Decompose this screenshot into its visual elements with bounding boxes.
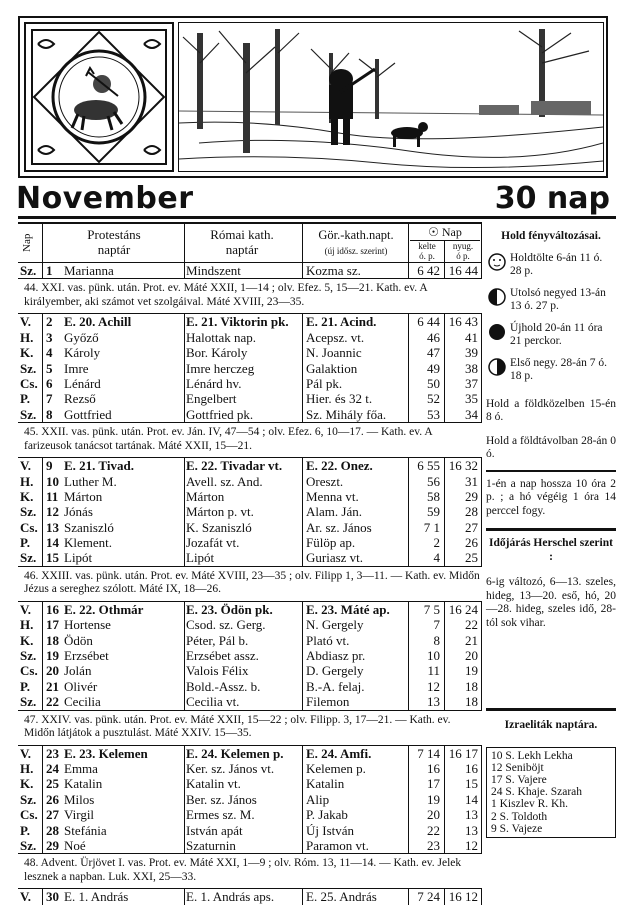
- sunset-time: 31: [465, 473, 478, 489]
- sunrise-time: 7 14: [417, 745, 440, 761]
- roman-name: Péter, Pál b.: [186, 632, 249, 648]
- moon-phase-new: Újhold 20-án 11 óra 21 perckor.: [486, 322, 616, 349]
- jewish-calendar-title: Izraeliták naptára.: [504, 719, 598, 731]
- sunrise-time: 10: [427, 648, 440, 664]
- roman-name: Ker. sz. János vt.: [186, 760, 275, 776]
- sunset-time: 29: [465, 488, 478, 504]
- table-row: [18, 776, 482, 791]
- greek-name: Guriasz vt.: [306, 550, 364, 566]
- roman-name: Márton p. vt.: [186, 504, 254, 520]
- sunset-time: 12: [465, 837, 478, 853]
- sunrise-time: 56: [427, 473, 440, 489]
- sunset-time: 13: [465, 807, 478, 823]
- roman-name: Imre herczeg: [186, 360, 255, 376]
- protestant-name: 16 E. 22. Othmár: [46, 601, 144, 617]
- sunset-time: 18: [465, 678, 478, 694]
- sunset-time: 16: [465, 760, 478, 776]
- sunset-time: 13: [465, 822, 478, 838]
- protestant-name: 19 Erzsébet: [46, 648, 109, 664]
- greek-name: Alip: [306, 791, 330, 807]
- sunset-time: 16 12: [448, 889, 478, 905]
- day-of-week: Sz.: [20, 360, 37, 376]
- jewish-calendar-entry: 2 S. Toldoth: [491, 810, 548, 823]
- sunset-time: 15: [465, 776, 478, 792]
- day-number: 25: [46, 776, 59, 792]
- header-greek: Gör.-kath.napt. (új idősz. szerint): [318, 228, 394, 256]
- greek-name: Fülöp ap.: [306, 535, 356, 551]
- day-number: 17: [46, 617, 59, 633]
- jewish-calendar-entry: 24 S. Khaje. Szarah: [491, 786, 583, 799]
- greek-name: N. Gergely: [306, 617, 364, 633]
- protestant-name: 25 Katalin: [46, 776, 103, 792]
- week-block-0: [18, 263, 482, 279]
- sunrise-time: 7: [433, 617, 440, 633]
- protestant-name: 7 Rezső: [46, 391, 96, 407]
- day-of-week: K.: [20, 776, 34, 792]
- greek-name: P. Jakab: [306, 807, 348, 823]
- day-of-week: K.: [20, 345, 34, 361]
- roman-name: Bold.-Assz. b.: [186, 678, 261, 694]
- sunrise-time: 53: [427, 406, 440, 422]
- day-number: 8: [46, 406, 53, 422]
- moon-phase-first-quarter: Első negy. 28-án 7 ó. 18 p.: [486, 357, 616, 384]
- greek-name: Paramon vt.: [306, 837, 369, 853]
- roman-name: Halottak nap.: [186, 329, 257, 345]
- protestant-name: 13 Szaniszló: [46, 519, 114, 535]
- week-block-2: [18, 458, 482, 567]
- header-sun: ☉ Nap: [410, 225, 480, 241]
- sunrise-time: 4: [433, 550, 440, 566]
- table-row: [18, 694, 482, 709]
- sunset-time: 16 17: [448, 745, 478, 761]
- table-row: [18, 823, 482, 838]
- day-of-week: Sz.: [20, 648, 37, 664]
- sunset-time: 35: [465, 391, 478, 407]
- table-row: [18, 550, 482, 565]
- day-of-week: P.: [20, 391, 30, 407]
- day-of-week: K.: [20, 488, 34, 504]
- table-row: [18, 361, 482, 376]
- greek-name: Alam. Ján.: [306, 504, 362, 520]
- protestant-name: 14 Klement.: [46, 535, 113, 551]
- day-of-week: Cs.: [20, 519, 38, 535]
- sunrise-time: 7 5: [423, 601, 440, 617]
- sunset-time: 14: [465, 791, 478, 807]
- day-of-week: V.: [20, 601, 31, 617]
- day-of-week: H.: [20, 473, 34, 489]
- greek-name: Hier. és 32 t.: [306, 391, 373, 407]
- greek-name: Acepsz. vt.: [306, 329, 365, 345]
- day-number: 10: [46, 473, 59, 489]
- table-row: [18, 345, 482, 360]
- greek-name: Menna vt.: [306, 488, 359, 504]
- protestant-name: 29 Noé: [46, 837, 86, 853]
- day-of-week: H.: [20, 329, 34, 345]
- calendar-table: [18, 222, 482, 905]
- day-of-week: K.: [20, 632, 34, 648]
- greek-name: D. Gergely: [306, 663, 364, 679]
- greek-name: E. 24. Amfi.: [306, 745, 372, 761]
- weather-text: 6-ig változó, 6—13. szeles, hideg, 13—20. eső, hó, 20—28. hideg, szeles idő, 28-tól sok vihar.: [486, 576, 616, 629]
- protestant-name: 21 Olivér: [46, 678, 98, 694]
- day-of-week: P.: [20, 822, 30, 838]
- sunrise-time: 46: [427, 329, 440, 345]
- day-of-week: Cs.: [20, 375, 38, 391]
- greek-name: Kelemen p.: [306, 760, 366, 776]
- day-number: 28: [46, 822, 59, 838]
- greek-name: Plató vt.: [306, 632, 350, 648]
- day-of-week: Sz.: [20, 837, 37, 853]
- table-header: [18, 222, 482, 263]
- sunset-time: 41: [465, 329, 478, 345]
- greek-name: E. 25. András: [306, 889, 377, 905]
- day-length-note: 1-én a nap hossza 10 óra 2 p. ; a hó végéig 1 óra 14 perccel fogy.: [486, 477, 616, 517]
- sunset-time: 20: [465, 648, 478, 664]
- roman-name: Erzsébet assz.: [186, 648, 259, 664]
- protestant-name: 5 Imre: [46, 360, 89, 376]
- day-number: 29: [46, 837, 59, 853]
- day-of-week: V.: [20, 314, 31, 330]
- table-row: [18, 376, 482, 391]
- header-rise: kelte ó. p.: [418, 241, 436, 261]
- roman-name: Márton: [186, 488, 225, 504]
- protestant-name: 12 Jónás: [46, 504, 93, 520]
- day-number: 11: [46, 488, 59, 504]
- table-row: [18, 617, 482, 632]
- day-number: 18: [46, 632, 59, 648]
- sunday-note-1: 44. XXI. vas. pünk. után. Prot. ev. Máté XXII, 1—14 ; olv. Efez. 5, 15—21. Kath. ev. A királyember, aki számot vet szolgáival. Máté XVIII, 23—35.: [18, 279, 482, 314]
- jewish-calendar-list: [486, 747, 616, 838]
- day-number: 2: [46, 314, 53, 330]
- protestant-name: 11 Márton: [46, 488, 103, 504]
- protestant-name: 1 Marianna: [46, 263, 114, 278]
- sunset-time: 27: [465, 519, 478, 535]
- moon-apogee: Hold a földtávolban 28-án 0 ó.: [486, 434, 616, 460]
- sunday-note-3: 46. XXIII. vas. pünk. után. Prot. ev. Máté XVIII, 23—35 ; olv. Filipp 1, 3—11. — Kath. ev. Midőn Jézus a sereghez szólott. Máté IX, 18—26.: [18, 567, 482, 602]
- table-row: [18, 838, 482, 853]
- greek-name: Katalin: [306, 776, 345, 792]
- table-row: [18, 535, 482, 550]
- day-number: 4: [46, 345, 53, 361]
- sunday-note-4: 47. XXIV. vas. pünk. után. Prot. ev. Máté XXII, 15—22 ; olv. Filipp. 3, 17—21. — Kath. ev. Midőn látjátok a pusztulást. Máté XXIV. 15—35.: [18, 711, 482, 746]
- day-number: 9: [46, 458, 53, 474]
- side-panel: [486, 230, 616, 838]
- roman-name: István apát: [186, 822, 243, 838]
- table-row: [18, 458, 482, 473]
- sunset-time: 38: [465, 360, 478, 376]
- full-moon-icon: [488, 253, 506, 271]
- weather-title: Időjárás Herschel szerint :: [489, 537, 613, 563]
- moon-phases-title: Hold fényváltozásai.: [501, 230, 601, 242]
- protestant-name: 28 Stefánia: [46, 822, 107, 838]
- month-title: November: [16, 181, 194, 216]
- sunset-time: 16 32: [448, 458, 478, 474]
- day-number: 22: [46, 694, 59, 710]
- moon-phase-full: Holdtölte 6-án 11 ó. 28 p.: [486, 252, 616, 279]
- sunrise-time: 13: [427, 694, 440, 710]
- day-of-week: V.: [20, 889, 31, 905]
- protestant-name: 8 Gottfried: [46, 406, 112, 422]
- protestant-name: 9 E. 21. Tivad.: [46, 458, 134, 474]
- sunrise-time: 50: [427, 375, 440, 391]
- table-row: [18, 602, 482, 617]
- table-row: [18, 807, 482, 822]
- jewish-calendar-entry: 9 S. Vajeze: [491, 822, 543, 835]
- sunset-time: 39: [465, 345, 478, 361]
- zodiac-sagittarius-medallion: [24, 22, 174, 172]
- protestant-name: 4 Károly: [46, 345, 101, 361]
- roman-name: E. 23. Ödön pk.: [186, 601, 273, 617]
- hunting-scene-illustration: [178, 22, 604, 172]
- protestant-name: 10 Luther M.: [46, 473, 117, 489]
- sunrise-time: 19: [427, 791, 440, 807]
- sunrise-time: 23: [427, 837, 440, 853]
- roman-name: Lipót: [186, 550, 215, 566]
- header-illustration: [18, 16, 608, 178]
- table-row: [18, 474, 482, 489]
- jewish-calendar-entry: 1 Kiszlev R. Kh.: [491, 798, 568, 811]
- table-row: [18, 746, 482, 761]
- greek-name: Sz. Mihály főa.: [306, 406, 387, 422]
- sunset-time: 25: [465, 550, 478, 566]
- moon-phase-last-quarter: Utolsó negyed 13-án 13 ó. 27 p.: [486, 287, 616, 314]
- day-number: 30: [46, 889, 59, 905]
- greek-name: Pál pk.: [306, 375, 343, 391]
- roman-name: Cecilia vt.: [186, 694, 240, 710]
- table-row: [18, 761, 482, 776]
- sunday-note-5: 48. Advent. Ürjövet I. vas. Prot. ev. Máté XXI, 1—9 ; olv. Róm. 13, 11—14. — Kath. ev. Jelek lesznek a napban. Luk. XXI, 25—33.: [18, 854, 482, 889]
- greek-name: Kozma sz.: [306, 263, 361, 278]
- sunday-note-2: 45. XXII. vas. pünk. után. Prot. ev. Ján. IV, 47—54 ; olv. Efez. 6, 10—17. — Kath. ev. A farizeusok tanácsot tartának. Máté XXII, 15—21.: [18, 423, 482, 458]
- jewish-calendar-entry: 10 S. Lekh Lekha: [491, 749, 573, 762]
- table-row: [18, 889, 482, 904]
- table-row: [18, 663, 482, 678]
- jewish-calendar-entry: 12 Seniböjt: [491, 761, 544, 774]
- greek-name: E. 23. Máté ap.: [306, 601, 390, 617]
- day-of-week: P.: [20, 535, 30, 551]
- roman-name: Gottfried pk.: [186, 406, 254, 422]
- header-set: nyug. ó p.: [452, 241, 474, 261]
- sunset-time: 26: [465, 535, 478, 551]
- sunrise-time: 6 42: [417, 263, 440, 278]
- greek-name: E. 21. Acind.: [306, 314, 377, 330]
- day-of-week: Sz.: [20, 694, 37, 710]
- protestant-name: 23 E. 23. Kelemen: [46, 745, 148, 761]
- roman-name: Csod. sz. Gerg.: [186, 617, 266, 633]
- sunrise-time: 49: [427, 360, 440, 376]
- day-number: 5: [46, 360, 53, 376]
- protestant-name: 3 Győző: [46, 329, 99, 345]
- greek-name: Oreszt.: [306, 473, 344, 489]
- day-number: 19: [46, 648, 59, 664]
- day-of-week: Sz.: [20, 791, 37, 807]
- days-count: 30 nap: [494, 181, 610, 216]
- roman-name: E. 1. András aps.: [186, 889, 275, 905]
- protestant-name: 18 Ödön: [46, 632, 93, 648]
- greek-name: N. Joannic: [306, 345, 362, 361]
- roman-name: Szaturnin: [186, 837, 236, 853]
- day-number: 23: [46, 745, 59, 761]
- greek-name: Ar. sz. János: [306, 519, 372, 535]
- sunrise-time: 58: [427, 488, 440, 504]
- header-protestant: Protestáns naptár: [87, 227, 141, 257]
- greek-name: Galaktion: [306, 360, 358, 376]
- week-block-5: [18, 889, 482, 904]
- day-number: 15: [46, 550, 59, 566]
- sunrise-time: 16: [427, 760, 440, 776]
- sunset-time: 19: [465, 663, 478, 679]
- moon-perigee: Hold a földközelben 15-én 8 ó.: [486, 397, 616, 423]
- roman-name: E. 21. Viktorin pk.: [186, 314, 289, 330]
- day-of-week: Cs.: [20, 807, 38, 823]
- day-of-week: V.: [20, 458, 31, 474]
- greek-name: B.-A. felaj.: [306, 678, 365, 694]
- greek-name: Filemon: [306, 694, 350, 710]
- sunrise-time: 22: [427, 822, 440, 838]
- day-number: 13: [46, 519, 59, 535]
- protestant-name: 26 Milos: [46, 791, 95, 807]
- day-of-week: H.: [20, 617, 34, 633]
- table-row: [18, 263, 482, 278]
- roman-name: Valois Félix: [186, 663, 249, 679]
- day-number: 16: [46, 601, 59, 617]
- week-block-4: [18, 746, 482, 855]
- day-of-week: Sz.: [20, 263, 37, 278]
- sunrise-time: 12: [427, 678, 440, 694]
- week-block-1: [18, 314, 482, 423]
- roman-name: Ber. sz. János: [186, 791, 257, 807]
- jewish-calendar-entry: 17 S. Vajere: [491, 773, 547, 786]
- sunrise-time: 59: [427, 504, 440, 520]
- sunrise-time: 11: [427, 663, 440, 679]
- table-row: [18, 330, 482, 345]
- protestant-name: 2 E. 20. Achill: [46, 314, 132, 330]
- table-row: [18, 314, 482, 329]
- day-of-week: P.: [20, 678, 30, 694]
- table-row: [18, 679, 482, 694]
- table-row: [18, 489, 482, 504]
- roman-name: Engelbert: [186, 391, 237, 407]
- day-of-week: Cs.: [20, 663, 38, 679]
- day-number: 12: [46, 504, 59, 520]
- sunrise-time: 2: [433, 535, 440, 551]
- table-row: [18, 504, 482, 519]
- sunset-time: 16 43: [448, 314, 478, 330]
- table-row: [18, 520, 482, 535]
- roman-name: K. Szaniszló: [186, 519, 252, 535]
- table-row: [18, 407, 482, 422]
- day-of-week: Sz.: [20, 550, 37, 566]
- sunset-time: 34: [465, 406, 478, 422]
- day-of-week: V.: [20, 745, 31, 761]
- day-of-week: Sz.: [20, 406, 37, 422]
- day-number: 1: [46, 263, 53, 278]
- first-quarter-moon-icon: [488, 358, 506, 376]
- roman-name: Ermes sz. M.: [186, 807, 255, 823]
- last-quarter-moon-icon: [488, 288, 506, 306]
- sunrise-time: 6 55: [417, 458, 440, 474]
- table-row: [18, 633, 482, 648]
- sunrise-time: 47: [427, 345, 440, 361]
- sunset-time: 16 24: [448, 601, 478, 617]
- protestant-name: 20 Jolán: [46, 663, 92, 679]
- sunrise-time: 8: [433, 632, 440, 648]
- title-rule: [18, 216, 616, 219]
- protestant-name: 15 Lipót: [46, 550, 93, 566]
- roman-name: Mindszent: [186, 263, 241, 278]
- greek-name: Abdiasz pr.: [306, 648, 366, 664]
- protestant-name: 30 E. 1. András: [46, 889, 129, 905]
- roman-name: Jozafát vt.: [186, 535, 240, 551]
- protestant-name: 17 Hortense: [46, 617, 111, 633]
- roman-name: E. 24. Kelemen p.: [186, 745, 284, 761]
- roman-name: E. 22. Tivadar vt.: [186, 458, 283, 474]
- day-number: 24: [46, 760, 59, 776]
- greek-name: Új István: [306, 822, 355, 838]
- sunrise-time: 6 44: [417, 314, 440, 330]
- table-row: [18, 648, 482, 663]
- sunrise-time: 52: [427, 391, 440, 407]
- day-number: 20: [46, 663, 59, 679]
- table-row: [18, 792, 482, 807]
- table-row: [18, 391, 482, 406]
- new-moon-icon: [488, 323, 506, 341]
- sunset-time: 16 44: [448, 263, 478, 278]
- day-number: 26: [46, 791, 59, 807]
- protestant-name: 6 Lénárd: [46, 375, 101, 391]
- protestant-name: 27 Virgil: [46, 807, 95, 823]
- day-number: 27: [46, 807, 59, 823]
- sunrise-time: 17: [427, 776, 440, 792]
- sunset-time: 18: [465, 694, 478, 710]
- protestant-name: 24 Emma: [46, 760, 98, 776]
- sunset-time: 28: [465, 504, 478, 520]
- day-number: 6: [46, 375, 53, 391]
- day-number: 7: [46, 391, 53, 407]
- sunrise-time: 7 24: [417, 889, 440, 905]
- greek-name: E. 22. Onez.: [306, 458, 373, 474]
- sunset-time: 22: [465, 617, 478, 633]
- protestant-name: 22 Cecilia: [46, 694, 101, 710]
- sunset-time: 37: [465, 375, 478, 391]
- roman-name: Katalin vt.: [186, 776, 241, 792]
- day-number: 14: [46, 535, 59, 551]
- day-of-week: Sz.: [20, 504, 37, 520]
- sunset-time: 21: [465, 632, 478, 648]
- sunrise-time: 20: [427, 807, 440, 823]
- day-of-week: H.: [20, 760, 34, 776]
- week-block-3: [18, 602, 482, 711]
- roman-name: Lénárd hv.: [186, 375, 242, 391]
- roman-name: Bor. Károly: [186, 345, 248, 361]
- roman-name: Avell. sz. And.: [186, 473, 263, 489]
- header-nap: Nap: [21, 233, 33, 253]
- day-number: 21: [46, 678, 59, 694]
- header-roman: Római kath. naptár: [210, 227, 274, 257]
- sunrise-time: 7 1: [423, 519, 440, 535]
- day-number: 3: [46, 329, 53, 345]
